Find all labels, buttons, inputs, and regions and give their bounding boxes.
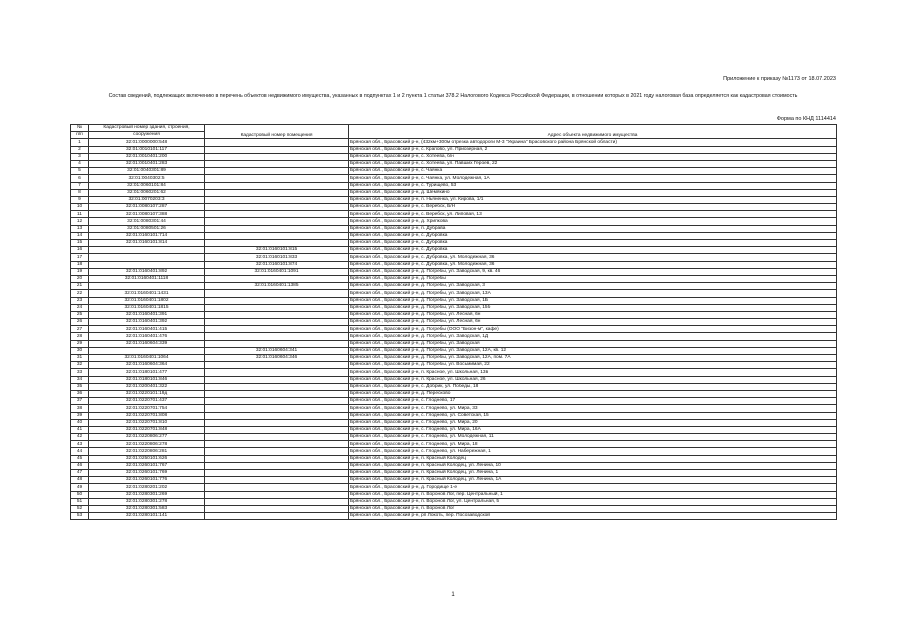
- room-cadastral-number: [205, 383, 349, 390]
- cadastral-number: 32:01:0250101:626: [89, 455, 205, 462]
- cadastral-number: 32:01:0280301:278: [89, 498, 205, 505]
- row-number: 14: [71, 232, 89, 239]
- table-row: [71, 175, 837, 182]
- table-row: [71, 498, 837, 505]
- document-heading: Состав сведений, подлежащих включению в перечень объектов недвижимого имущества, указанных в подпунктах 1 и 2 пункта 1 статьи 378.2 Налогового Кодекса Российской Федерации, в отношении которых в 2021 году налоговая база определяется как кадастровая стоимость: [108, 93, 798, 99]
- table-row: [71, 434, 837, 441]
- property-address: Брянская обл., Брасовский р-н, с. Добрик, ул. Победы, 18: [349, 383, 837, 390]
- table-row: [71, 398, 837, 405]
- row-number: 2: [71, 146, 89, 153]
- header-address: Адрес объекта недвижимого имущества: [349, 125, 837, 139]
- header-cadastral-bottom: сооружения: [89, 132, 205, 139]
- page-number: 1: [451, 592, 455, 598]
- cadastral-number: 32:01:0280201:202: [89, 484, 205, 491]
- cadastral-number: [89, 247, 205, 254]
- table-row: [71, 225, 837, 232]
- room-cadastral-number: [205, 297, 349, 304]
- property-address: Брянская обл., Брасовский р-н, д. Городище 1-е: [349, 484, 837, 491]
- row-number: 17: [71, 254, 89, 261]
- table-row: [71, 168, 837, 175]
- property-address: Брянская обл., Брасовский р-н, с. Хотеева, ул. Павших Героев, 22: [349, 160, 837, 167]
- room-cadastral-number: [205, 240, 349, 247]
- cadastral-number: 32:01:0160604:339: [89, 340, 205, 347]
- table-row: [71, 232, 837, 239]
- property-address: Брянская обл., Брасовский р-н, д. Погребы: [349, 275, 837, 282]
- property-address: Брянская обл., Брасовский р-н, д. Погребы, ул. Заводская, 12А, кв. 12: [349, 347, 837, 354]
- row-number: 21: [71, 283, 89, 290]
- table-row: [71, 340, 837, 347]
- table-row: [71, 319, 837, 326]
- room-cadastral-number: 32:01:0160604:346: [205, 355, 349, 362]
- room-cadastral-number: [205, 290, 349, 297]
- row-number: 34: [71, 376, 89, 383]
- header-cadastral-top: Кадастровый номер здания, строения,: [89, 125, 205, 132]
- row-number: 13: [71, 225, 89, 232]
- room-cadastral-number: [205, 434, 349, 441]
- cadastral-number: 32:01:0080301:44: [89, 218, 205, 225]
- cadastral-number: 32:01:0160401:1815: [89, 304, 205, 311]
- property-address: Брянская обл., Брасовский р-н, д. Погребы, ул. Заводская, 13А: [349, 290, 837, 297]
- header-num-top: №: [71, 125, 89, 132]
- room-cadastral-number: [205, 462, 349, 469]
- cadastral-number: 32:01:0160401:1802: [89, 297, 205, 304]
- cadastral-number: 32:01:0160401:391: [89, 311, 205, 318]
- row-number: 36: [71, 390, 89, 397]
- row-number: 44: [71, 448, 89, 455]
- cadastral-number: 32:01:0260101:776: [89, 477, 205, 484]
- property-address: Брянская обл., Брасовский р-н, д. Погребы (ООО "Бизон-м", кафе): [349, 326, 837, 333]
- room-cadastral-number: [205, 419, 349, 426]
- room-cadastral-number: [205, 204, 349, 211]
- property-address: Брянская обл., Брасовский р-н, с. Веребск, ул. Липовая, 13: [349, 211, 837, 218]
- room-cadastral-number: [205, 412, 349, 419]
- cadastral-number: 32:01:0160401:1064: [89, 355, 205, 362]
- table-row: [71, 462, 837, 469]
- property-address: Брянская обл., Брасовский р-н, с. Глоднево, ул. Мира, 20: [349, 419, 837, 426]
- cadastral-number: 32:01:0220701:810: [89, 419, 205, 426]
- room-cadastral-number: [205, 232, 349, 239]
- table-row: [71, 297, 837, 304]
- property-address: Брянская обл., Брасовский р-н, с. Глоднево, ул. Мира, 33: [349, 405, 837, 412]
- room-cadastral-number: [205, 398, 349, 405]
- table-row: [71, 390, 837, 397]
- table-row: [71, 218, 837, 225]
- property-address: Брянская обл., Брасовский р-н, п. Воронов Лог: [349, 505, 837, 512]
- room-cadastral-number: [205, 426, 349, 433]
- property-address: Брянская обл., Брасовский р-н, с. Хотеева, б/н: [349, 153, 837, 160]
- cadastral-number: 32:01:0280301:269: [89, 491, 205, 498]
- row-number: 40: [71, 419, 89, 426]
- cadastral-number: 32:01:0280301:583: [89, 505, 205, 512]
- row-number: 52: [71, 505, 89, 512]
- row-number: 22: [71, 290, 89, 297]
- property-address: Брянская обл., Брасовский р-н, п. Воронов Лог, ул. Центральная, 5: [349, 498, 837, 505]
- cadastral-number: 32:01:0160401:1118: [89, 275, 205, 282]
- room-cadastral-number: 32:01:0160401:1091: [205, 268, 349, 275]
- row-number: 53: [71, 513, 89, 520]
- property-address: Брянская обл., Брасовский р-н, п. Красный Колодец, ул. Ленина, 1А: [349, 477, 837, 484]
- property-address: Брянская обл., Брасовский р-н, д. Погребы, ул. Лесная, 6н: [349, 311, 837, 318]
- room-cadastral-number: [205, 225, 349, 232]
- cadastral-number: 32:01:0080107:388: [89, 211, 205, 218]
- table-row: [71, 283, 837, 290]
- cadastral-number: 32:01:0260101:769: [89, 470, 205, 477]
- cadastral-number: 32:01:0000000:548: [89, 139, 205, 146]
- cadastral-number: 32:01:0010101:117: [89, 146, 205, 153]
- room-cadastral-number: [205, 340, 349, 347]
- property-address: Брянская обл., Брасовский р-н, п. Дубрава: [349, 225, 837, 232]
- property-address: Брянская обл., Брасовский р-н, с. Дубровка: [349, 240, 837, 247]
- cadastral-number: 32:01:0070203:3: [89, 196, 205, 203]
- cadastral-number: 32:01:0180101:846: [89, 376, 205, 383]
- table-row: [71, 505, 837, 512]
- row-number: 30: [71, 347, 89, 354]
- property-address: Брянская обл., Брасовский р-н, рп Локоть, пер. Посозаводской: [349, 513, 837, 520]
- room-cadastral-number: [205, 505, 349, 512]
- table-row: [71, 275, 837, 282]
- property-address: Брянская обл., Брасовский р-н, п. Красное, ул. Школьная, 13в: [349, 369, 837, 376]
- room-cadastral-number: 32:01:0160604:341: [205, 347, 349, 354]
- row-number: 24: [71, 304, 89, 311]
- table-row: [71, 405, 837, 412]
- table-row: [71, 204, 837, 211]
- property-address: Брянская обл., Брасовский р-н, д. Пересково: [349, 390, 837, 397]
- row-number: 50: [71, 491, 89, 498]
- cadastral-number: 32:01:0220701:754: [89, 405, 205, 412]
- property-address: Брянская обл., Брасовский р-н, с. Глоднево, ул. Мира, 16А: [349, 426, 837, 433]
- cadastral-number: [89, 261, 205, 268]
- row-number: 18: [71, 261, 89, 268]
- property-address: Брянская обл., Брасовский р-н, (432км+300м отрезка автодороги М-3 "Украина" Брасовского района Брянской области): [349, 139, 837, 146]
- cadastral-number: 32:01:0040302:5: [89, 175, 205, 182]
- table-body: [71, 139, 837, 520]
- row-number: 29: [71, 340, 89, 347]
- room-cadastral-number: [205, 189, 349, 196]
- row-number: 20: [71, 275, 89, 282]
- room-cadastral-number: 32:01:0160101:833: [205, 254, 349, 261]
- room-cadastral-number: [205, 477, 349, 484]
- property-address: Брянская обл., Брасовский р-н, д. Погребы, ул. Заводская, 12А, пом. 7А: [349, 355, 837, 362]
- row-number: 10: [71, 204, 89, 211]
- property-address: Брянская обл., Брасовский р-н, д. Погребы, ул. Заводская, 1Д: [349, 333, 837, 340]
- cadastral-number: 32:01:0040301:89: [89, 168, 205, 175]
- room-cadastral-number: [205, 448, 349, 455]
- table-row: [71, 153, 837, 160]
- table-row: [71, 240, 837, 247]
- room-cadastral-number: 32:01:0160401:1385: [205, 283, 349, 290]
- property-address: Брянская обл., Брасовский р-н, п. Красный Колодец, ул. Ленина, 1: [349, 470, 837, 477]
- cadastral-number: 32:01:0080107:287: [89, 204, 205, 211]
- property-address: Брянская обл., Брасовский р-н, д. Погребы, ул. Заводская, 1Б: [349, 297, 837, 304]
- cadastral-number: 32:01:0060101:84: [89, 182, 205, 189]
- room-cadastral-number: [205, 211, 349, 218]
- property-address: Брянская обл., Брасовский р-н, п. Красный Колодец, ул. Ленина, 10: [349, 462, 837, 469]
- room-cadastral-number: 32:01:0160101:874: [205, 261, 349, 268]
- property-address: Брянская обл., Брасовский р-н, д. Хрипкова: [349, 218, 837, 225]
- property-address: Брянская обл., Брасовский р-н, п. Воронов Лог, пер. Центральный, 1: [349, 491, 837, 498]
- cadastral-number: 32:01:0160401:892: [89, 268, 205, 275]
- room-cadastral-number: [205, 168, 349, 175]
- table-row: [71, 290, 837, 297]
- table-row: [71, 189, 837, 196]
- row-number: 38: [71, 405, 89, 412]
- table-row: [71, 441, 837, 448]
- property-address: Брянская обл., Брасовский р-н, с. Веребск, Б/Н: [349, 204, 837, 211]
- cadastral-number: 32:01:0220806:281: [89, 448, 205, 455]
- property-address: Брянская обл., Брасовский р-н, с. Дубровка: [349, 247, 837, 254]
- room-cadastral-number: [205, 484, 349, 491]
- row-number: 41: [71, 426, 89, 433]
- table-row: [71, 254, 837, 261]
- room-cadastral-number: [205, 455, 349, 462]
- room-cadastral-number: [205, 311, 349, 318]
- row-number: 9: [71, 196, 89, 203]
- room-cadastral-number: [205, 196, 349, 203]
- room-cadastral-number: [205, 513, 349, 520]
- property-registry-table: [70, 124, 837, 520]
- room-cadastral-number: [205, 333, 349, 340]
- row-number: 4: [71, 160, 89, 167]
- table-row: [71, 139, 837, 146]
- table-row: [71, 484, 837, 491]
- room-cadastral-number: [205, 369, 349, 376]
- cadastral-number: 32:01:0220701:808: [89, 412, 205, 419]
- cadastral-number: 32:01:0010401:200: [89, 153, 205, 160]
- cadastral-number: [89, 254, 205, 261]
- cadastral-number: 32:01:0200401:322: [89, 383, 205, 390]
- room-cadastral-number: 32:01:0160101:815: [205, 247, 349, 254]
- room-cadastral-number: [205, 304, 349, 311]
- cadastral-number: 32:01:0280101:141: [89, 513, 205, 520]
- row-number: 16: [71, 247, 89, 254]
- table-row: [71, 347, 837, 354]
- row-number: 45: [71, 455, 89, 462]
- room-cadastral-number: [205, 441, 349, 448]
- table-row: [71, 326, 837, 333]
- cadastral-number: 32:01:0220701:848: [89, 426, 205, 433]
- property-address: Брянская обл., Брасовский р-н, с. Дубровка, ул. Молодежная, 36: [349, 261, 837, 268]
- row-number: 15: [71, 240, 89, 247]
- table-row: [71, 412, 837, 419]
- property-address: Брянская обл., Брасовский р-н, с. Дубровка: [349, 232, 837, 239]
- table-row: [71, 311, 837, 318]
- table-row: [71, 211, 837, 218]
- table-row: [71, 182, 837, 189]
- table-row: [71, 247, 837, 254]
- property-address: Брянская обл., Брасовский р-н, д. Погребы, ул. Заводская: [349, 340, 837, 347]
- row-number: 51: [71, 498, 89, 505]
- row-number: 23: [71, 297, 89, 304]
- property-address: Брянская обл., Брасовский р-н, с. Чаянка, ул. Молодежная, 1А: [349, 175, 837, 182]
- row-number: 5: [71, 168, 89, 175]
- property-address: Брянская обл., Брасовский р-н, п. Красный Колодец: [349, 455, 837, 462]
- property-address: Брянская обл., Брасовский р-н, с. Чаянка: [349, 168, 837, 175]
- property-address: Брянская обл., Брасовский р-н, д. Погребы, ул. Восьмимая, 22: [349, 362, 837, 369]
- row-number: 48: [71, 477, 89, 484]
- table-row: [71, 355, 837, 362]
- row-number: 7: [71, 182, 89, 189]
- room-cadastral-number: [205, 146, 349, 153]
- table-row: [71, 304, 837, 311]
- property-address: Брянская обл., Брасовский р-н, с. Глоднево, ул. Советская, 15: [349, 412, 837, 419]
- row-number: 11: [71, 211, 89, 218]
- property-address: Брянская обл., Брасовский р-н, с. Глоднево, ул. Мира, 18: [349, 441, 837, 448]
- property-address: Брянская обл., Брасовский р-н, с. Турищево, 53: [349, 182, 837, 189]
- room-cadastral-number: [205, 275, 349, 282]
- row-number: 39: [71, 412, 89, 419]
- room-cadastral-number: [205, 153, 349, 160]
- room-cadastral-number: [205, 390, 349, 397]
- cadastral-number: 32:01:0160604:364: [89, 362, 205, 369]
- table-row: [71, 160, 837, 167]
- table-row: [71, 268, 837, 275]
- cadastral-number: 32:01:0160401:1431: [89, 290, 205, 297]
- cadastral-number: 32:01:0160401:415: [89, 326, 205, 333]
- room-cadastral-number: [205, 491, 349, 498]
- cadastral-number: 32:01:0180101:477: [89, 369, 205, 376]
- room-cadastral-number: [205, 139, 349, 146]
- appendix-note: Приложение к приказу №1173 от 18.07.2023: [723, 76, 836, 82]
- cadastral-number: 32:01:0060201:62: [89, 189, 205, 196]
- property-address: Брянская обл., Брасовский р-н, д. Погребы, ул. Лесная, 6н: [349, 319, 837, 326]
- row-number: 26: [71, 319, 89, 326]
- room-cadastral-number: [205, 498, 349, 505]
- table-row: [71, 261, 837, 268]
- table-row: [71, 146, 837, 153]
- row-number: 12: [71, 218, 89, 225]
- row-number: 47: [71, 470, 89, 477]
- table-row: [71, 455, 837, 462]
- cadastral-number: 32:01:0160401:476: [89, 333, 205, 340]
- row-number: 42: [71, 434, 89, 441]
- row-number: 19: [71, 268, 89, 275]
- cadastral-number: 32:01:0220101:19д: [89, 390, 205, 397]
- table-row: [71, 333, 837, 340]
- room-cadastral-number: [205, 376, 349, 383]
- property-address: Брянская обл., Брасовский р-н, с. Крапово, ул. Приозерная, 2: [349, 146, 837, 153]
- cadastral-number: 32:01:0160401:392: [89, 319, 205, 326]
- table-row: [71, 491, 837, 498]
- row-number: 37: [71, 398, 89, 405]
- header-room: Кадастровый номер помещения: [205, 125, 349, 139]
- cadastral-number: 32:01:0260101:767: [89, 462, 205, 469]
- table-header: [71, 125, 837, 139]
- property-address: Брянская обл., Брасовский р-н, п. Красное, ул. Школьная, 26: [349, 376, 837, 383]
- table-row: [71, 369, 837, 376]
- cadastral-number: 32:01:0220806:277: [89, 434, 205, 441]
- room-cadastral-number: [205, 182, 349, 189]
- cadastral-number: 32:01:0220806:278: [89, 441, 205, 448]
- cadastral-number: 32:01:0160101:814: [89, 240, 205, 247]
- table-row: [71, 383, 837, 390]
- property-address: Брянская обл., Брасовский р-н, д. Погребы, ул. Заводская, 15б: [349, 304, 837, 311]
- table-row: [71, 376, 837, 383]
- header-num-bottom: п/п: [71, 132, 89, 139]
- row-number: 28: [71, 333, 89, 340]
- row-number: 27: [71, 326, 89, 333]
- room-cadastral-number: [205, 405, 349, 412]
- row-number: 1: [71, 139, 89, 146]
- table-row: [71, 470, 837, 477]
- cadastral-number: [89, 347, 205, 354]
- room-cadastral-number: [205, 326, 349, 333]
- cadastral-number: 32:01:0080501:26: [89, 225, 205, 232]
- cadastral-number: [89, 283, 205, 290]
- room-cadastral-number: [205, 319, 349, 326]
- property-address: Брянская обл., Брасовский р-н, д. Погребы, ул. Заводская, 3: [349, 283, 837, 290]
- row-number: 46: [71, 462, 89, 469]
- property-address: Брянская обл., Брасовский р-н, с. Глоднево, 17: [349, 398, 837, 405]
- cadastral-number: 32:01:0220701:437: [89, 398, 205, 405]
- row-number: 25: [71, 311, 89, 318]
- row-number: 35: [71, 383, 89, 390]
- room-cadastral-number: [205, 362, 349, 369]
- table-row: [71, 362, 837, 369]
- form-code: Форма по КНД 1114414: [776, 116, 836, 122]
- table-row: [71, 196, 837, 203]
- cadastral-number: 32:01:0160101:714: [89, 232, 205, 239]
- room-cadastral-number: [205, 218, 349, 225]
- row-number: 6: [71, 175, 89, 182]
- row-number: 32: [71, 362, 89, 369]
- room-cadastral-number: [205, 175, 349, 182]
- cadastral-number: 32:01:0010401:283: [89, 160, 205, 167]
- row-number: 8: [71, 189, 89, 196]
- property-address: Брянская обл., Брасовский р-н, с. Глоднево, ул. Набережная, 1: [349, 448, 837, 455]
- row-number: 33: [71, 369, 89, 376]
- table-row: [71, 426, 837, 433]
- row-number: 43: [71, 441, 89, 448]
- table-row: [71, 477, 837, 484]
- room-cadastral-number: [205, 470, 349, 477]
- property-address: Брянская обл., Брасовский р-н, с. Дубровка, ул. Молодежная, 36: [349, 254, 837, 261]
- row-number: 3: [71, 153, 89, 160]
- row-number: 31: [71, 355, 89, 362]
- property-address: Брянская обл., Брасовский р-н, п. Ньяненка, ул. Кирова, 1/1: [349, 196, 837, 203]
- table-row: [71, 419, 837, 426]
- table-row: [71, 448, 837, 455]
- room-cadastral-number: [205, 160, 349, 167]
- property-address: Брянская обл., Брасовский р-н, с. Глоднево, ул. Молодежная, 11: [349, 434, 837, 441]
- table-row: [71, 513, 837, 520]
- row-number: 49: [71, 484, 89, 491]
- property-address: Брянская обл., Брасовский р-н, д. Шемякино: [349, 189, 837, 196]
- property-address: Брянская обл., Брасовский р-н, д. Погребы, ул. Заводская, 9, кв. 46: [349, 268, 837, 275]
